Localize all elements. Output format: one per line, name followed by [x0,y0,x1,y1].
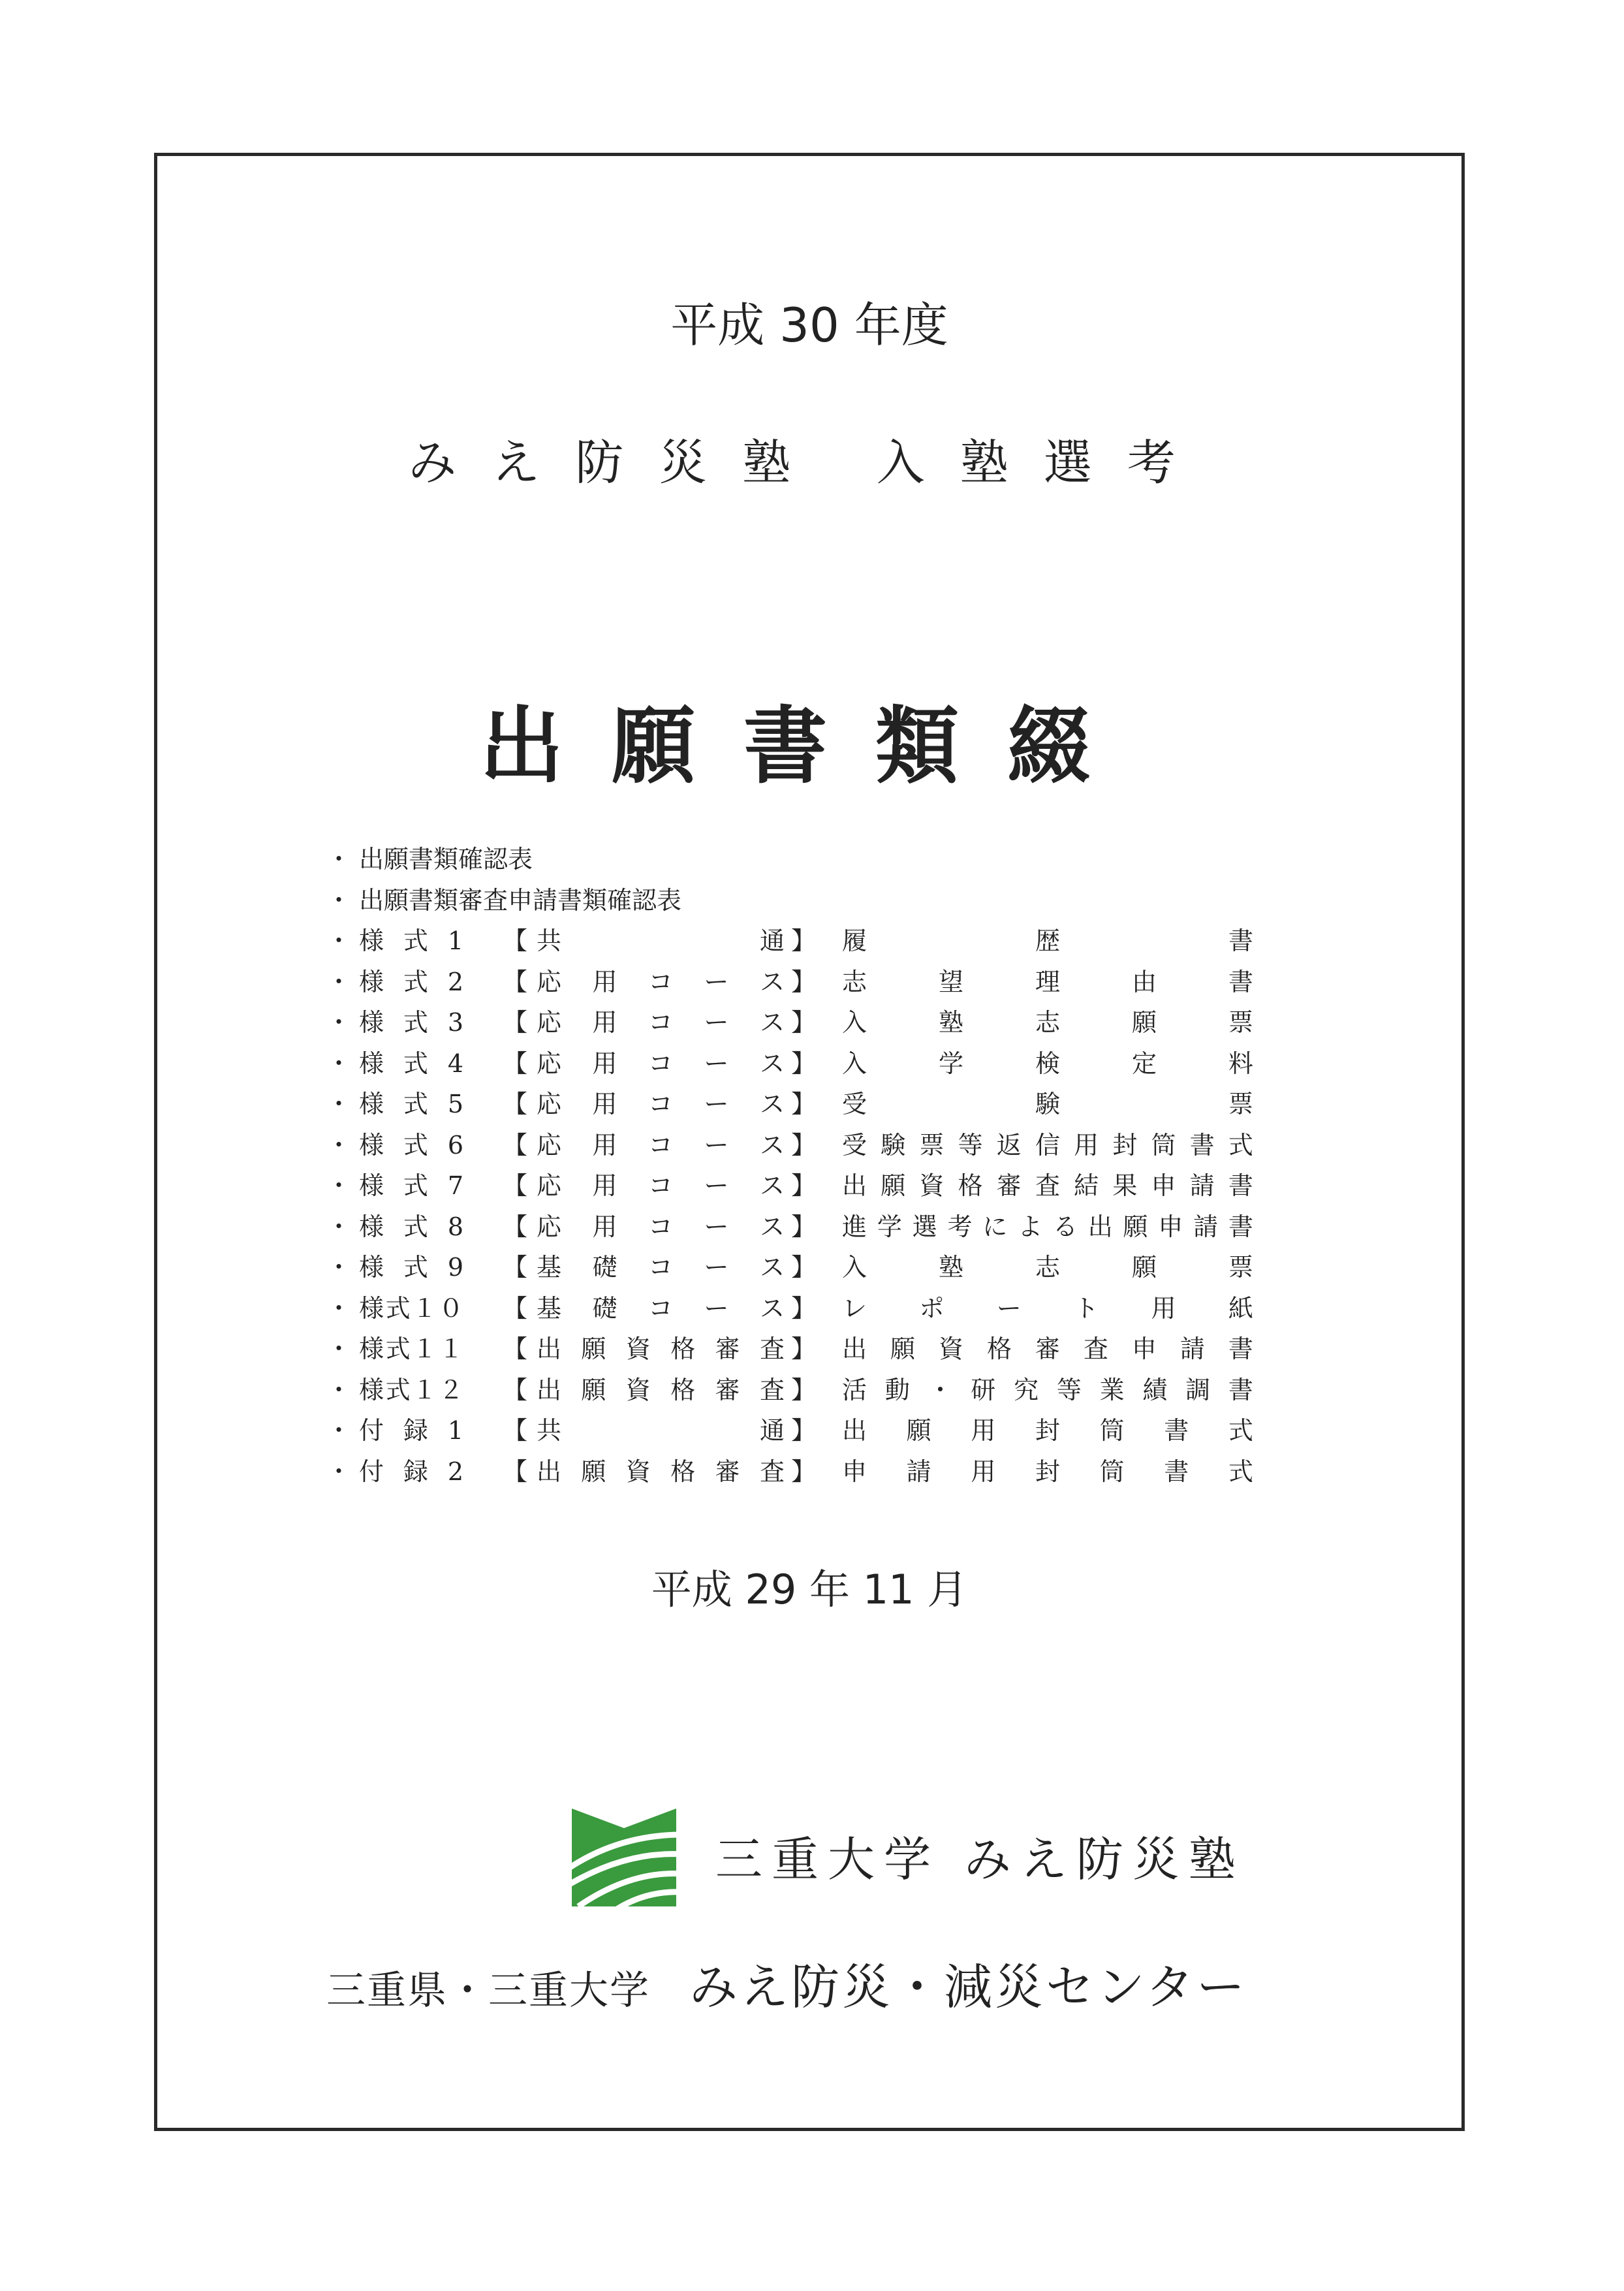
bullet: ・ [326,1375,352,1404]
form-number: 様 式 5 [359,1090,463,1118]
form-number: 様 式 7 [359,1171,463,1200]
document-list-item [326,1125,1253,1166]
item-title: 出願書類審査申請書類確認表 [359,885,682,915]
document-list-item [326,839,1253,880]
bullet: ・ [326,1171,352,1200]
bullet: ・ [326,1416,352,1445]
document-list-item [326,1002,1253,1043]
form-number: 様 式 9 [359,1253,463,1282]
fiscal-year: 平成 30 年度 [670,298,948,353]
document-name: 入 学 検 定 料 [842,1049,1253,1078]
bullet: ・ [326,1090,352,1118]
bullet: ・ [326,1130,352,1160]
category: 【 出 願 資 格 審 査 】 [503,1375,816,1404]
document-name: 受 験 票 等 返 信 用 封 筒 書 式 [842,1130,1253,1160]
document-name: 入 塾 志 願 票 [842,1253,1253,1282]
document-list-item [326,1451,1253,1493]
form-number: 様 式 6 [359,1130,463,1160]
page-title: 出願書類綴 [479,698,1139,795]
form-number: 様 式 1 [359,926,463,955]
issue-date: 平成 29 年 11 月 [651,1566,968,1613]
bullet: ・ [326,1049,352,1078]
form-number: 付 録 2 [359,1457,463,1486]
category: 【 応 用 コ ー ス 】 [503,1130,816,1160]
form-number: 様 式 2 [359,967,463,996]
document-name: 受 験 票 [842,1090,1253,1118]
category: 【 応 用 コ ー ス 】 [503,1171,816,1200]
document-list-item [326,1207,1253,1248]
form-number: 様 式 １ １ [359,1335,463,1363]
document-name: 入 塾 志 願 票 [842,1008,1253,1037]
document-list-item [326,880,1253,921]
bullet: ・ [326,926,352,955]
document-name: レ ポ ー ト 用 紙 [842,1293,1253,1323]
logo-row [154,1809,1465,1906]
bullet: ・ [326,1293,352,1323]
mie-bosai-juku-logo-icon [572,1809,676,1906]
subtitle: みえ防災塾 入塾選考 [408,435,1211,491]
bullet: ・ [326,1008,352,1037]
category: 【 応 用 コ ー ス 】 [503,1049,816,1078]
document-list-item [326,1165,1253,1207]
category: 【 出 願 資 格 審 査 】 [503,1457,816,1486]
organization-name: みえ防災・減災センター [689,1959,1248,2015]
document-list-item [326,1043,1253,1084]
organization-prefix: 三重県・三重大学 [326,1968,650,2014]
bullet: ・ [326,845,352,874]
category: 【 基 礎 コ ー ス 】 [503,1253,816,1282]
form-number: 様 式 8 [359,1212,463,1241]
document-name: 履 歴 書 [842,926,1253,955]
document-name: 志 望 理 由 書 [842,967,1253,996]
document-list-item [326,1410,1253,1451]
document-list-item [326,921,1253,962]
form-number: 様 式 3 [359,1008,463,1037]
form-number: 様 式 １ ２ [359,1375,463,1404]
document-name: 出 願 資 格 審 査 申 請 書 [842,1335,1253,1363]
document-list-item [326,1247,1253,1288]
document-list-item [326,1084,1253,1125]
document-name: 出 願 資 格 審 査 結 果 申 請 書 [842,1171,1253,1200]
logo-text: 三重大学 みえ防災塾 [715,1832,1245,1887]
category: 【 出 願 資 格 審 査 】 [503,1335,816,1363]
category: 【 共 通 】 [503,1416,816,1445]
organization-line [326,1949,1247,2018]
document-list-item [326,962,1253,1003]
category: 【 共 通 】 [503,926,816,955]
document-name: 進 学 選 考 に よ る 出 願 申 請 書 [842,1212,1253,1241]
document-list-item [326,1288,1253,1329]
bullet: ・ [326,1253,352,1282]
document-name: 出 願 用 封 筒 書 式 [842,1416,1253,1445]
bullet: ・ [326,967,352,996]
bullet: ・ [326,1335,352,1363]
category: 【 基 礎 コ ー ス 】 [503,1293,816,1323]
bullet: ・ [326,1212,352,1241]
category: 【 応 用 コ ー ス 】 [503,1212,816,1241]
document-name: 申 請 用 封 筒 書 式 [842,1457,1253,1486]
document-list-item [326,1329,1253,1370]
item-title: 出願書類確認表 [359,845,533,874]
form-number: 付 録 1 [359,1416,463,1445]
document-list-item [326,1370,1253,1411]
form-number: 様 式 4 [359,1049,463,1078]
category: 【 応 用 コ ー ス 】 [503,967,816,996]
bullet: ・ [326,1457,352,1486]
document-list [326,839,1253,1492]
category: 【 応 用 コ ー ス 】 [503,1008,816,1037]
bullet: ・ [326,885,352,915]
form-number: 様 式 １ ０ [359,1293,463,1323]
document-name: 活 動 ・ 研 究 等 業 績 調 書 [842,1375,1253,1404]
category: 【 応 用 コ ー ス 】 [503,1090,816,1118]
